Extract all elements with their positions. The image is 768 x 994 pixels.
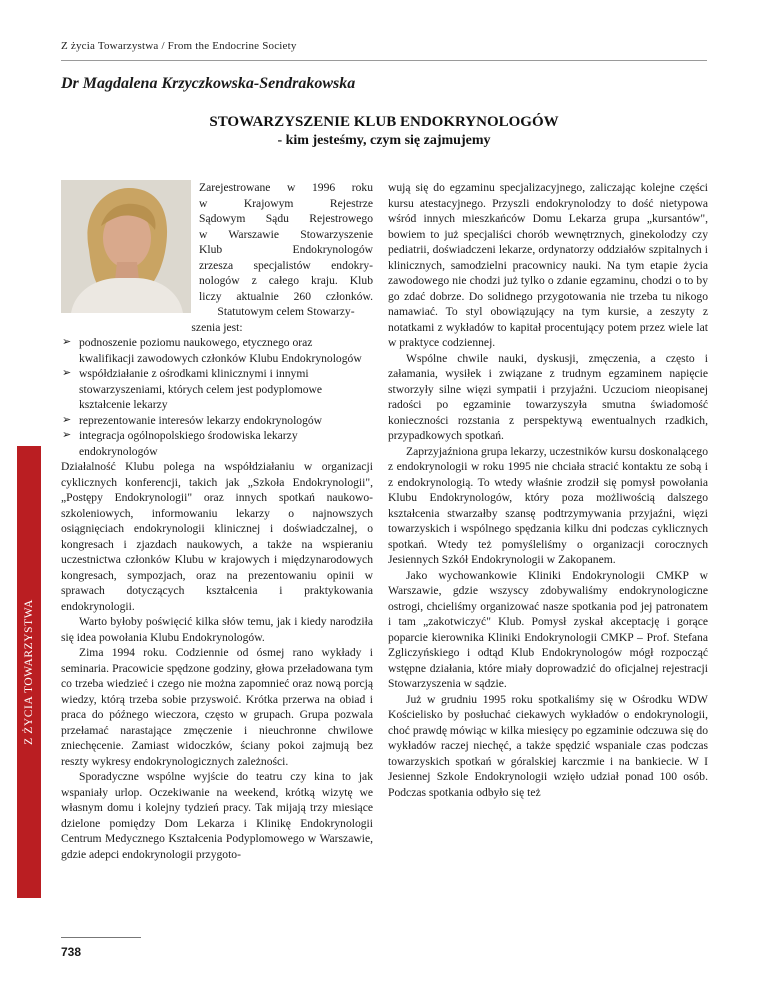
body-paragraph: Wspólne chwile nauki, dyskusji, zmęczenia, a często i załamania, wysiłek i związane z trudnym egzaminem napięcie stworzyły silne więzi sympatii i przyjaźni. Uczuciom nieopisanej radości po egzaminie towarzyszyła smutna świadomość konieczności rozstania z perspektywą ewentualnych rzadkich, przypadkowych spotkań. [388, 351, 708, 442]
intro-line: Zarejestrowane w 1996 roku [199, 181, 373, 194]
list-item [61, 413, 373, 429]
left-column [61, 180, 373, 862]
list-item [61, 428, 373, 459]
intro-line: Klub Endokrynologów [199, 243, 373, 256]
intro-line: w Krajowym Rejestrze [199, 196, 373, 210]
author-photo [61, 180, 191, 313]
header-rule [61, 60, 707, 61]
body-paragraph: Zima 1994 roku. Codziennie od ósmej rano wykłady i seminaria. Pracowicie spędzone godziny, głowa przeładowana tym co trzeba wiedzieć i czego nie można zapomnieć oraz nową porcją wiedzy, którą trzeba sobie przyswoić. Krótka przerwa na obiad i praca do późnego wieczora, często w grupach. Grupa pozwala przełamać narastające zmęczenie i nieuchronne chwilowe zniechęcenie. Zamiast widoczków, ściany pokoi zajmują bez reszty wykresy endokrynologicznych zależności. [61, 646, 373, 768]
page-number-rule [61, 937, 141, 938]
list-item [61, 335, 373, 366]
body-paragraph: wują się do egzaminu specjalizacyjnego, zaliczając kolejne części kursu atestacyjnego. Przyszli endokrynolodzy to dość nietypowa wśród innych mieszkańców Domu Lekarza grupa „kursantów", bowiem to już specjaliści chorób wewnętrznych, ginekolodzy czy pediatrii, doświadczeni lekarze, ordynatorzy oddziałów szpitalnych i klinicznych, samodzielni pracownicy nauki. Na tym etapie życia zawodowego nie chodzi już tylko o zdanie egzaminu, chodzi o to by go zdać dobrze. Do solidnego przygotowania nie trzeba tu nikogo namawiać. To styl obowiązujący na tym kursie, a zeszyty z notatkami z wykładów to kapitał procentujący potem przez wiele lat w praktyce codziennej. [388, 181, 708, 349]
arrow-bullet-icon: ➢ [62, 367, 72, 379]
portrait-neck [115, 262, 139, 280]
author-portrait-icon [61, 180, 191, 313]
list-item [61, 366, 373, 413]
list-item-text: reprezentowanie interesów lekarzy endokrynologów [79, 413, 323, 427]
body-paragraph: Działalność Klubu polega na współdziałaniu w organizacji cyklicznych konferencji, takich jak „Szkoła Endokrynologii", „Postępy Endokrynologii" oraz innych spotkań naukowo-szkoleniowych, informowaniu lekarzy o najnowszych osiągnięciach endokrynologii klinicznej i doświadczalnej, o kongresach i zjazdach naukowych, a także na wspieraniu uczestnictwa członków Klubu w krajowych i międzynarodowych kongresach, sympozjach, oraz na prezentowaniu opinii w sprawach dotyczących kształcenia i praktykowania endokrynologii. [61, 460, 373, 613]
title-block [61, 113, 707, 150]
list-item-text: integracja ogólnopolskiego środowiska lekarzy endokrynologów [79, 429, 298, 458]
page-number: 738 [61, 945, 82, 959]
arrow-bullet-icon: ➢ [62, 429, 72, 441]
body-paragraph: Już w grudniu 1995 roku spotkaliśmy się w Ośrodku WDW Kościelisko by posłuchać ciekawych wykładów o endokrynologii, choć prawdę mówiąc w kilka miesięcy po egzaminie odczuwa się do wykładów raczej niechęć, a także spędzić wspaniale czas podczas towarzyskich spotkań w góralskiej karczmie i na bankiecie. W I Jesiennej Szkole Endokrynologii wzięło udział ponad 100 osób. Podczas spotkania odbyło się też [388, 692, 708, 799]
goals-list [61, 335, 373, 459]
article-title: STOWARZYSZENIE KLUB ENDOKRYNOLOGÓW [209, 114, 559, 130]
intro-line: liczy aktualnie 260 członków. [199, 289, 373, 303]
intro-line: w Warszawie Stowarzyszenie [199, 227, 373, 241]
intro-line: szenia jest: [191, 320, 243, 334]
body-paragraph: Sporadyczne wspólne wyjście do teatru czy kina to jak wspaniały urlop. Oczekiwanie na weekend, krótką wizytę we własnym domu i kolejny tydzień pracy. Tak mijają trzy miesiące dzielone pomiędzy Dom Lekarza i Klinikę Endokrynologii Centrum Medycznego Kształcenia Podyplomowego w Warszawie, gdzie adepci endokrynologii przygoto- [61, 770, 373, 861]
right-column [388, 180, 708, 800]
list-item-text: współdziałanie z ośrodkami klinicznymi i innymi stowarzyszeniami, których celem jest podyplomowe kształcenie lekarzy [79, 367, 323, 411]
section-side-tab-label: Z ŻYCIA TOWARZYSTWA [23, 599, 35, 745]
body-paragraph: Jako wychowankowie Kliniki Endokrynologii CMKP w Warszawie, gdzie wszyscy zdobywaliśmy endokrynologiczne ostrogi, chcieliśmy organizować nasze spotkania pod jej patronatem i tam „zakotwiczyć" Klub. Pomysł zyskał akceptację i gorące poparcie kierownika Kliniki Endokrynologii CMKP – Prof. Stefana Zgliczyńskiego i odtąd Klub Endokrynologów mógł rozpocząć wstępne działania, które miały doprowadzić do oficjalnej rejestracji Stowarzyszenia w sądzie. [388, 568, 708, 690]
body-paragraph: Zaprzyjaźniona grupa lekarzy, uczestników kursu doskonalącego z endokrynologii w roku 1995 nie chciała stracić kontaktu ze sobą i z endokrynologią. To wtedy właśnie zrodził się pomysł powołania Klubu Endokrynologów, który poza możliwością dalszego kształcenia stwarzałby szansę podtrzymywania przyjaźni, więzi towarzyskich i wspólnego spędzania kilku dni podczas cyklicznych spotkań. Wtedy też pomyśleliśmy o organizacji corocznych Jesiennych Szkół Endokrynologii w Zakopanem. [388, 444, 708, 566]
intro-line: Sądowym Sądu Rejestrowego [199, 212, 373, 225]
author-name: Dr Magdalena Krzyczkowska-Sendrakowska [61, 75, 356, 92]
section-side-tab [17, 446, 41, 898]
article-subtitle: - kim jesteśmy, czym się zajmujemy [277, 133, 491, 148]
intro-line: nologów z całego kraju. Klub [199, 274, 373, 287]
intro-line: zrzesza specjalistów endokry- [199, 258, 373, 272]
intro-line: Statutowym celem Stowarzy- [217, 305, 355, 318]
arrow-bullet-icon: ➢ [62, 336, 72, 348]
list-item-text: podnoszenie poziomu naukowego, etycznego oraz kwalifikacji zawodowych członków Klubu Endokrynologów [79, 336, 362, 365]
arrow-bullet-icon: ➢ [62, 413, 72, 426]
body-paragraph: Warto byłoby poświęcić kilka słów temu, jak i kiedy narodziła się idea powołania Klubu Endokrynologów. [61, 615, 373, 644]
running-header: Z życia Towarzystwa / From the Endocrine Society [61, 40, 297, 52]
